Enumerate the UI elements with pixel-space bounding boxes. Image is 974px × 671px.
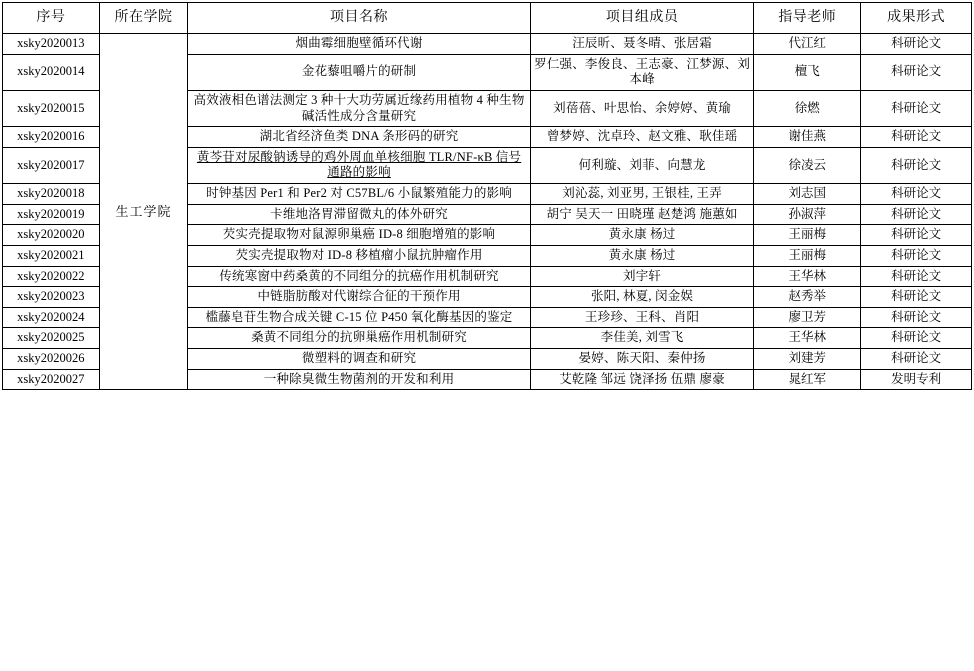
cell-teacher: 廖卫芳 [754, 307, 861, 328]
cell-teacher: 徐凌云 [754, 147, 861, 183]
cell-result: 科研论文 [861, 287, 972, 308]
cell-members: 汪辰昕、聂冬晴、张居霜 [530, 34, 754, 55]
cell-result: 科研论文 [861, 349, 972, 370]
cell-teacher: 徐燃 [754, 90, 861, 126]
cell-result: 科研论文 [861, 307, 972, 328]
cell-teacher: 晁红军 [754, 369, 861, 390]
cell-id: xsky2020027 [3, 369, 100, 390]
cell-title: 黄芩苷对尿酸钠诱导的鸡外周血单核细胞 TLR/NF-κB 信号通路的影响 [188, 147, 530, 183]
cell-members: 罗仁强、李俊良、王志豪、江梦源、刘本峰 [530, 54, 754, 90]
cell-id: xsky2020024 [3, 307, 100, 328]
cell-result: 科研论文 [861, 204, 972, 225]
cell-id: xsky2020016 [3, 127, 100, 148]
cell-members: 曾梦婷、沈卓玲、赵文雅、耿佳瑶 [530, 127, 754, 148]
cell-members: 艾乾隆 邹远 饶泽扬 伍鼎 廖豪 [530, 369, 754, 390]
cell-id: xsky2020026 [3, 349, 100, 370]
cell-members: 李佳美, 刘雪飞 [530, 328, 754, 349]
cell-teacher: 王华林 [754, 266, 861, 287]
cell-title: 高效液相色谱法测定 3 种十大功劳属近缘药用植物 4 种生物碱活性成分含量研究 [188, 90, 530, 126]
column-header-members: 项目组成员 [530, 3, 754, 34]
cell-teacher: 刘建芳 [754, 349, 861, 370]
cell-college-merged: 生工学院 [99, 34, 188, 390]
cell-members: 黄永康 杨过 [530, 225, 754, 246]
cell-teacher: 赵秀举 [754, 287, 861, 308]
cell-teacher: 谢佳燕 [754, 127, 861, 148]
cell-result: 科研论文 [861, 184, 972, 205]
table-header-row [3, 3, 972, 34]
table-body [3, 34, 972, 390]
cell-title: 桑黄不同组分的抗卵巢癌作用机制研究 [188, 328, 530, 349]
cell-result: 科研论文 [861, 266, 972, 287]
cell-id: xsky2020014 [3, 54, 100, 90]
cell-id: xsky2020021 [3, 245, 100, 266]
cell-members: 何利璇、刘菲、向慧龙 [530, 147, 754, 183]
cell-title: 微塑料的调查和研究 [188, 349, 530, 370]
cell-title: 传统寒窗中药桑黄的不同组分的抗癌作用机制研究 [188, 266, 530, 287]
cell-result: 科研论文 [861, 245, 972, 266]
cell-id: xsky2020019 [3, 204, 100, 225]
cell-id: xsky2020020 [3, 225, 100, 246]
cell-teacher: 檀飞 [754, 54, 861, 90]
cell-id: xsky2020025 [3, 328, 100, 349]
cell-title: 卡维地洛胃滞留微丸的体外研究 [188, 204, 530, 225]
column-header-title: 项目名称 [188, 3, 530, 34]
cell-id: xsky2020018 [3, 184, 100, 205]
cell-result: 发明专利 [861, 369, 972, 390]
cell-result: 科研论文 [861, 328, 972, 349]
cell-title: 湖北省经济鱼类 DNA 条形码的研究 [188, 127, 530, 148]
column-header-college: 所在学院 [99, 3, 188, 34]
column-header-result: 成果形式 [861, 3, 972, 34]
cell-title: 芡实壳提取物对鼠源卵巢癌 ID-8 细胞增殖的影响 [188, 225, 530, 246]
cell-members: 黄永康 杨过 [530, 245, 754, 266]
column-header-teacher: 指导老师 [754, 3, 861, 34]
column-header-id: 序号 [3, 3, 100, 34]
cell-title: 一种除臭微生物菌剂的开发和利用 [188, 369, 530, 390]
cell-members: 刘宇轩 [530, 266, 754, 287]
cell-id: xsky2020013 [3, 34, 100, 55]
cell-teacher: 王丽梅 [754, 225, 861, 246]
cell-result: 科研论文 [861, 147, 972, 183]
cell-result: 科研论文 [861, 34, 972, 55]
cell-result: 科研论文 [861, 127, 972, 148]
cell-members: 刘沁蕊, 刘亚男, 王银桂, 王弄 [530, 184, 754, 205]
cell-result: 科研论文 [861, 90, 972, 126]
cell-members: 晏婷、陈天阳、秦仲扬 [530, 349, 754, 370]
cell-title: 槛藤皂苷生物合成关键 C-15 位 P450 氧化酶基因的鉴定 [188, 307, 530, 328]
cell-teacher: 王丽梅 [754, 245, 861, 266]
cell-teacher: 代江红 [754, 34, 861, 55]
cell-members: 刘蓓蓓、叶思怡、余婷婷、黄瑜 [530, 90, 754, 126]
cell-title: 时钟基因 Per1 和 Per2 对 C57BL/6 小鼠繁殖能力的影响 [188, 184, 530, 205]
cell-teacher: 孙淑萍 [754, 204, 861, 225]
cell-members: 张阳, 林夏, 闵金娱 [530, 287, 754, 308]
cell-result: 科研论文 [861, 225, 972, 246]
table-row [3, 34, 972, 55]
cell-result: 科研论文 [861, 54, 972, 90]
cell-title: 芡实壳提取物对 ID-8 移植瘤小鼠抗肿瘤作用 [188, 245, 530, 266]
cell-id: xsky2020022 [3, 266, 100, 287]
cell-title: 金花藜咀嚼片的研制 [188, 54, 530, 90]
cell-title: 中链脂肪酸对代谢综合征的干预作用 [188, 287, 530, 308]
cell-members: 胡宁 吴天一 田晓瑾 赵楚鸿 施蕙如 [530, 204, 754, 225]
project-table [2, 2, 972, 390]
cell-title: 烟曲霉细胞壁循环代谢 [188, 34, 530, 55]
cell-id: xsky2020015 [3, 90, 100, 126]
cell-id: xsky2020017 [3, 147, 100, 183]
cell-id: xsky2020023 [3, 287, 100, 308]
cell-members: 王珍珍、王科、肖阳 [530, 307, 754, 328]
table-header [3, 3, 972, 34]
cell-teacher: 刘志国 [754, 184, 861, 205]
cell-teacher: 王华林 [754, 328, 861, 349]
